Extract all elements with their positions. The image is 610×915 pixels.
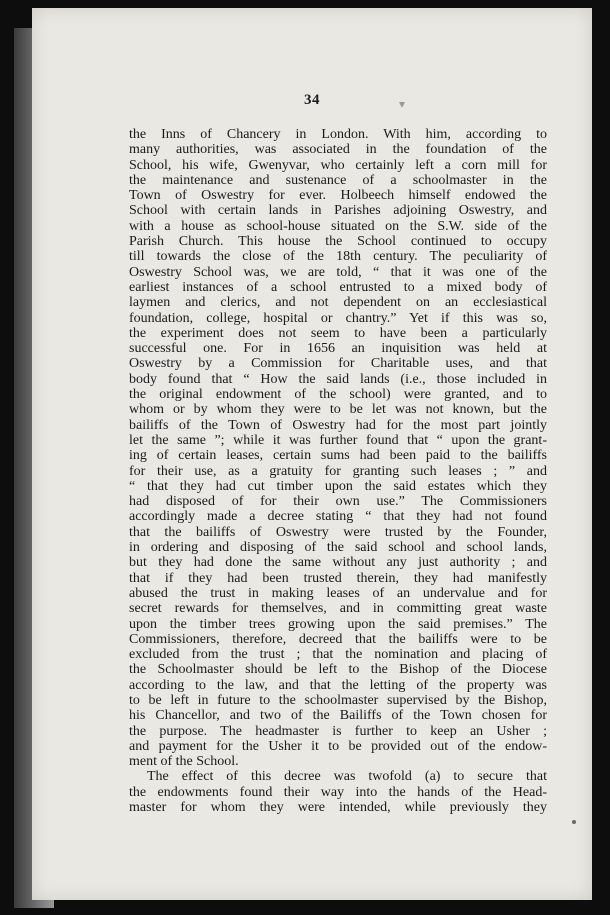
text-line: with a house as school-house situated on the S.W. side of the [129, 218, 547, 234]
text-line: let the same ”; while it was further found that “ upon the grant- [129, 432, 547, 448]
text-line: for their use, as a gratuity for granting such leases ; ” and [129, 463, 547, 479]
text-line: to be left in future to the schoolmaster supervised by the Bishop, [129, 692, 547, 708]
text-line: the maintenance and sustenance of a schoolmaster in the [129, 172, 547, 188]
text-line: School, his wife, Gwenyvar, who certainly left a corn mill for [129, 157, 547, 173]
text-line: Oswestry School was, we are told, “ that it was one of the [129, 264, 547, 280]
text-line: that if they had been trusted therein, they had manifestly [129, 570, 547, 586]
book-page [32, 8, 592, 900]
ink-mark [399, 102, 405, 108]
text-line: had disposed of for their own use.” The Commissioners [129, 494, 547, 510]
text-line: upon the timber trees growing upon the said premises.” The [129, 616, 547, 632]
text-line: Town of Oswestry for ever. Holbeech himself endowed the [129, 188, 547, 204]
text-line: whom or by whom they were to be let was not known, but the [129, 402, 547, 418]
paragraph-1 [129, 127, 547, 769]
text-line: excluded from the trust ; that the nomination and placing of [129, 647, 547, 663]
text-line: Commissioners, therefore, decreed that the bailiffs were to be [129, 631, 547, 647]
text-line: many authorities, was associated in the foundation of the [129, 142, 547, 158]
text-line: Parish Church. This house the School continued to occupy [129, 234, 547, 250]
text-line: successful one. For in 1656 an inquisition was held at [129, 341, 547, 357]
text-line: body found that “ How the said lands (i.e., those included in [129, 371, 547, 387]
body-text [129, 127, 547, 815]
text-line: bailiffs of the Town of Oswestry had for the most part jointly [129, 417, 547, 433]
text-line: till towards the close of the 18th century. The peculiarity of [129, 249, 547, 265]
paragraph-2 [129, 769, 547, 815]
ink-spot [572, 820, 576, 824]
text-line: ing of certain leases, certain sums had been paid to the bailiffs [129, 448, 547, 464]
text-line: secret rewards for themselves, and in committing great waste [129, 601, 547, 617]
text-line: Oswestry by a Commission for Charitable uses, and that [129, 356, 547, 372]
text-line: laymen and clerics, and not dependent on an ecclesiastical [129, 295, 547, 311]
text-line: according to the law, and that the letting of the property was [129, 677, 547, 693]
text-line: The effect of this decree was twofold (a) to secure that [147, 769, 547, 785]
text-line: master for whom they were intended, while previously they [129, 800, 547, 816]
text-line: abused the trust in making leases of an undervalue and for [129, 585, 547, 601]
text-line: foundation, college, hospital or chantry.” Yet if this was so, [129, 310, 547, 326]
page-number: 34 [304, 92, 320, 108]
text-line: the experiment does not seem to have been a particularly [129, 325, 547, 341]
text-line: School with certain lands in Parishes adjoining Oswestry, and [129, 203, 547, 219]
text-line: ment of the School. [129, 754, 239, 770]
text-line: his Chancellor, and two of the Bailiffs of the Town chosen for [129, 708, 547, 724]
text-line: earliest instances of a school entrusted to a mixed body of [129, 279, 547, 295]
text-line: the original endowment of the school) were granted, and to [129, 387, 547, 403]
text-line: but they had done the same without any just authority ; and [129, 555, 547, 571]
text-line: the Schoolmaster should be left to the Bishop of the Diocese [129, 662, 547, 678]
text-line: and payment for the Usher it to be provided out of the endow- [129, 738, 547, 754]
text-line: “ that they had cut timber upon the said estates which they [129, 478, 547, 494]
text-line: in ordering and disposing of the said school and school lands, [129, 540, 547, 556]
text-line: that the bailiffs of Oswestry were trusted by the Founder, [129, 524, 547, 540]
text-line: the Inns of Chancery in London. With him, according to [129, 127, 547, 142]
text-line: accordingly made a decree stating “ that they had not found [129, 509, 547, 525]
text-line: the purpose. The headmaster is further to keep an Usher ; [129, 723, 547, 739]
text-line: the endowments found their way into the hands of the Head- [129, 784, 547, 800]
